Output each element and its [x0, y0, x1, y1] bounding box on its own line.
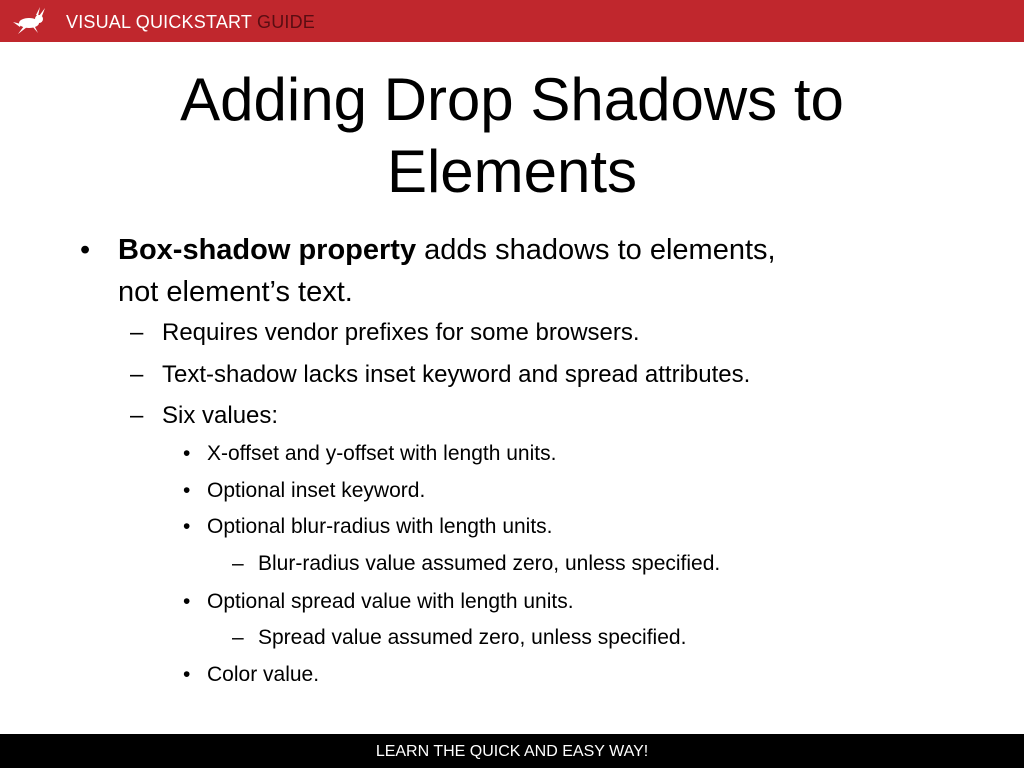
- bullet-marker: •: [80, 234, 91, 266]
- brand-name-visual-quickstart: VISUAL QUICKSTART: [66, 12, 252, 32]
- bullet-box-shadow-property: [118, 229, 776, 271]
- sub-item-vendor-prefixes: Requires vendor prefixes for some browsers.: [162, 319, 640, 346]
- value-dash-marker: –: [232, 626, 244, 649]
- dash-marker: –: [130, 319, 144, 346]
- value-dash-marker: –: [232, 552, 244, 575]
- value-note-blur-radius: Blur-radius value assumed zero, unless specified.: [258, 552, 721, 575]
- brand-name-guide: GUIDE: [257, 12, 316, 32]
- value-item-color: Color value.: [207, 663, 320, 686]
- value-item-offsets: X-offset and y-offset with length units.: [207, 442, 557, 465]
- value-bullet-marker: •: [183, 515, 191, 538]
- footer-bar: [0, 734, 1024, 768]
- bullet-text-continuation: not element’s text.: [118, 276, 353, 308]
- value-bullet-marker: •: [183, 663, 191, 686]
- value-bullet-marker: •: [183, 442, 191, 465]
- footer-tagline: LEARN THE QUICK AND EASY WAY!: [375, 743, 649, 760]
- sub-item-text-shadow: Text-shadow lacks inset keyword and spread attributes.: [162, 361, 751, 388]
- value-item-blur-radius: Optional blur-radius with length units.: [207, 515, 553, 538]
- value-bullet-marker: •: [183, 479, 191, 502]
- dash-marker: –: [130, 361, 144, 388]
- bullet-text: adds shadows to elements,: [416, 234, 776, 266]
- slide-title-line-2: Elements: [386, 138, 638, 205]
- dash-marker: –: [130, 402, 144, 429]
- value-note-spread: Spread value assumed zero, unless specified.: [258, 626, 687, 649]
- sub-item-six-values: Six values:: [162, 402, 279, 429]
- value-bullet-marker: •: [183, 590, 191, 613]
- bullet-bold-text: Box-shadow property: [118, 234, 417, 266]
- value-item-inset: Optional inset keyword.: [207, 479, 426, 502]
- slide-title-line-1: Adding Drop Shadows to: [180, 66, 844, 133]
- value-item-spread: Optional spread value with length units.: [207, 590, 574, 613]
